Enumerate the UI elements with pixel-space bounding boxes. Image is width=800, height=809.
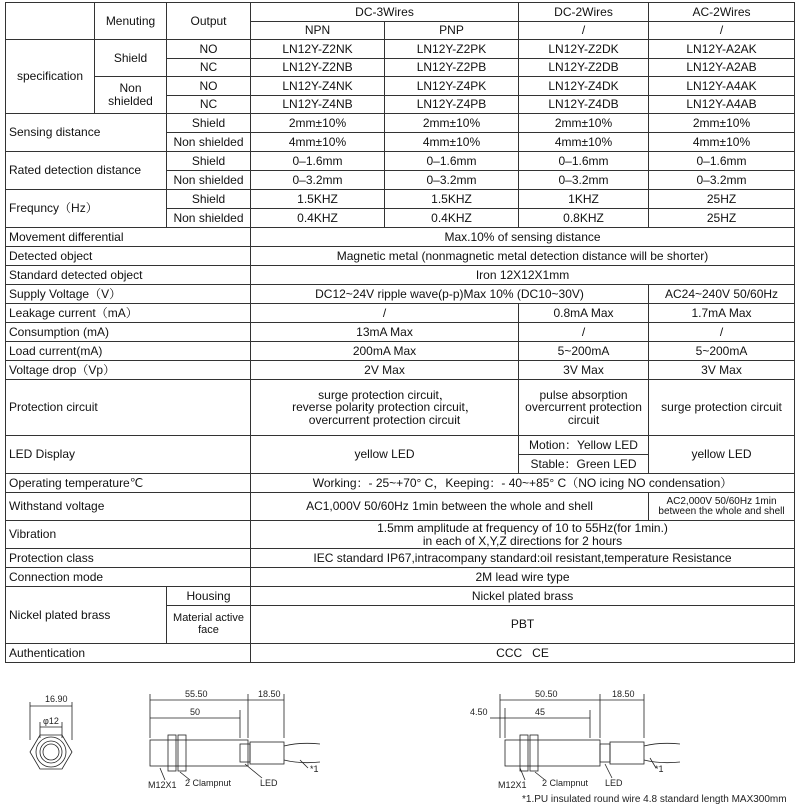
- active-face-value: PBT: [251, 606, 795, 644]
- header-output: Output: [167, 3, 251, 40]
- front-diameter-label: φ12: [43, 716, 59, 726]
- movement-differential-label: Movement differential: [6, 228, 251, 247]
- footnote: *1.PU insulated round wire 4.8 standard length MAX300mm: [522, 794, 787, 805]
- side-view-non-shielded-drawing: [490, 694, 680, 780]
- frequency-label: Frequncy（Hz）: [6, 190, 167, 228]
- value-cell: 4mm±10%: [385, 133, 519, 152]
- protection-class-label: Protection class: [6, 549, 251, 568]
- model-cell: LN12Y-Z4DB: [519, 96, 649, 114]
- d2-note-label: *1: [655, 764, 664, 774]
- value-cell: 2mm±10%: [251, 114, 385, 133]
- led-display-dc2-stable: Stable：Green LED: [519, 455, 649, 474]
- leakage-current-dc3: /: [251, 304, 519, 323]
- spec-output: NC: [167, 59, 251, 77]
- spec-table: [5, 2, 795, 663]
- leakage-current-label: Leakage current（mA）: [6, 304, 251, 323]
- value-cell: 0–1.6mm: [385, 152, 519, 171]
- operating-temp-value: Working：- 25~+70° C，Keeping：- 40~+85° C（NO icing NO condensation）: [251, 474, 795, 493]
- standard-object-label: Standard detected object: [6, 266, 251, 285]
- connection-mode-label: Connection mode: [6, 568, 251, 587]
- vibration-label: Vibration: [6, 521, 251, 549]
- value-cell: 0–1.6mm: [519, 152, 649, 171]
- value-cell: 0–3.2mm: [519, 171, 649, 190]
- header-dc3: DC-3Wires: [251, 3, 519, 22]
- d2-total-label: 50.50: [535, 689, 558, 699]
- operating-temp-label: Operating temperature℃: [6, 474, 251, 493]
- load-current-dc3: 200mA Max: [251, 342, 519, 361]
- frequency-shield: Shield: [167, 190, 251, 209]
- led-display-ac2: yellow LED: [649, 436, 795, 474]
- rated-detection-label: Rated detection distance: [6, 152, 167, 190]
- spec-label: specification: [6, 40, 95, 114]
- header-ac2: AC-2Wires: [649, 3, 795, 22]
- d1-thread-label: M12X1: [148, 780, 177, 790]
- voltage-drop-label: Voltage drop（Vp）: [6, 361, 251, 380]
- model-cell: LN12Y-Z4PB: [385, 96, 519, 114]
- value-cell: 2mm±10%: [385, 114, 519, 133]
- model-cell: LN12Y-Z4NK: [251, 77, 385, 96]
- protection-circuit-label: Protection circuit: [6, 380, 251, 436]
- value-cell: 1.5KHZ: [385, 190, 519, 209]
- led-display-label: LED Display: [6, 436, 251, 474]
- sensing-distance-label: Sensing distance: [6, 114, 167, 152]
- sensing-non-shielded: Non shielded: [167, 133, 251, 152]
- standard-object-value: Iron 12X12X1mm: [251, 266, 795, 285]
- value-cell: 2mm±10%: [519, 114, 649, 133]
- connection-mode-value: 2M lead wire type: [251, 568, 795, 587]
- header-dc2: DC-2Wires: [519, 3, 649, 22]
- consumption-dc3: 13mA Max: [251, 323, 519, 342]
- nickel-plated-brass-label: Nickel plated brass: [6, 587, 167, 644]
- movement-differential-value: Max.10% of sensing distance: [251, 228, 795, 247]
- d2-led-label: LED: [605, 778, 623, 788]
- value-cell: 0–3.2mm: [649, 171, 795, 190]
- value-cell: 0–1.6mm: [649, 152, 795, 171]
- value-cell: 0.4KHZ: [251, 209, 385, 228]
- consumption-ac2: /: [649, 323, 795, 342]
- withstand-voltage-dc: AC1,000V 50/60Hz 1min between the whole and shell: [251, 493, 649, 521]
- model-cell: LN12Y-Z2DK: [519, 40, 649, 59]
- d2-clampnut-label: 2 Clampnut: [542, 778, 589, 788]
- model-cell: LN12Y-Z2DB: [519, 59, 649, 77]
- withstand-voltage-ac: AC2,000V 50/60Hz 1min between the whole and shell: [649, 493, 795, 521]
- vibration-value: 1.5mm amplitude at frequency of 10 to 55Hz(for 1min.) in each of X,Y,Z directions for 2 hours: [251, 521, 795, 549]
- supply-voltage-label: Supply Voltage（V）: [6, 285, 251, 304]
- value-cell: 4mm±10%: [251, 133, 385, 152]
- housing-value: Nickel plated brass: [251, 587, 795, 606]
- header-blank: [6, 3, 95, 40]
- d2-thread-label: M12X1: [498, 780, 527, 790]
- rated-shield: Shield: [167, 152, 251, 171]
- voltage-drop-ac2: 3V Max: [649, 361, 795, 380]
- value-cell: 25HZ: [649, 209, 795, 228]
- detected-object-value: Magnetic metal (nonmagnetic metal detection distance will be shorter): [251, 247, 795, 266]
- model-cell: LN12Y-Z2PB: [385, 59, 519, 77]
- side-view-shielded-drawing: [150, 694, 320, 780]
- value-cell: 0.4KHZ: [385, 209, 519, 228]
- authentication-value: CCC CE: [251, 644, 795, 663]
- front-view-drawing: [30, 702, 72, 769]
- load-current-dc2: 5~200mA: [519, 342, 649, 361]
- spec-output: NO: [167, 40, 251, 59]
- value-cell: 0–1.6mm: [251, 152, 385, 171]
- consumption-dc2: /: [519, 323, 649, 342]
- withstand-voltage-label: Withstand voltage: [6, 493, 251, 521]
- value-cell: 0–3.2mm: [251, 171, 385, 190]
- model-cell: LN12Y-Z2NK: [251, 40, 385, 59]
- value-cell: 4mm±10%: [519, 133, 649, 152]
- d1-clampnut-label: 2 Clampnut: [185, 778, 232, 788]
- detected-object-label: Detected object: [6, 247, 251, 266]
- active-face-label: Material active face: [167, 606, 251, 644]
- dimension-drawings: [0, 680, 800, 809]
- spec-output: NC: [167, 96, 251, 114]
- value-cell: 1.5KHZ: [251, 190, 385, 209]
- led-display-dc3: yellow LED: [251, 436, 519, 474]
- load-current-ac2: 5~200mA: [649, 342, 795, 361]
- value-cell: 4mm±10%: [649, 133, 795, 152]
- sensing-shield: Shield: [167, 114, 251, 133]
- header-pnp: PNP: [385, 22, 519, 40]
- header-npn: NPN: [251, 22, 385, 40]
- value-cell: 0–3.2mm: [385, 171, 519, 190]
- supply-voltage-dc: DC12~24V ripple wave(p-p)Max 10% (DC10~30V): [251, 285, 649, 304]
- value-cell: 0.8KHZ: [519, 209, 649, 228]
- model-cell: LN12Y-A2AK: [649, 40, 795, 59]
- rated-non-shielded: Non shielded: [167, 171, 251, 190]
- voltage-drop-dc2: 3V Max: [519, 361, 649, 380]
- housing-label: Housing: [167, 587, 251, 606]
- model-cell: LN12Y-A4AB: [649, 96, 795, 114]
- d1-led-label: LED: [260, 778, 278, 788]
- spec-output: NO: [167, 77, 251, 96]
- spec-shield: Shield: [95, 40, 167, 77]
- d1-total-label: 55.50: [185, 689, 208, 699]
- d2-thread-length-label: 45: [535, 707, 546, 717]
- model-cell: LN12Y-Z2PK: [385, 40, 519, 59]
- load-current-label: Load current(mA): [6, 342, 251, 361]
- model-cell: LN12Y-Z4NB: [251, 96, 385, 114]
- protection-class-value: IEC standard IP67,intracompany standard:oil resistant,temperature Resistance: [251, 549, 795, 568]
- authentication-label: Authentication: [6, 644, 251, 663]
- d1-cable-label: 18.50: [258, 689, 281, 699]
- protection-circuit-dc2: pulse absorption overcurrent protection circuit: [519, 380, 649, 436]
- model-cell: LN12Y-Z2NB: [251, 59, 385, 77]
- d1-note-label: *1: [310, 764, 319, 774]
- value-cell: 1KHZ: [519, 190, 649, 209]
- header-dc2-sub: /: [519, 22, 649, 40]
- d2-offset-label: 4.50: [470, 707, 488, 717]
- supply-voltage-ac: AC24~240V 50/60Hz: [649, 285, 795, 304]
- d1-thread-length-label: 50: [190, 707, 201, 717]
- header-menuting: Menuting: [95, 3, 167, 40]
- model-cell: LN12Y-A2AB: [649, 59, 795, 77]
- d2-cable-label: 18.50: [612, 689, 635, 699]
- consumption-label: Consumption (mA): [6, 323, 251, 342]
- spec-non-shielded: Non shielded: [95, 77, 167, 114]
- value-cell: 2mm±10%: [649, 114, 795, 133]
- header-ac2-sub: /: [649, 22, 795, 40]
- leakage-current-dc2: 0.8mA Max: [519, 304, 649, 323]
- leakage-current-ac2: 1.7mA Max: [649, 304, 795, 323]
- value-cell: 25HZ: [649, 190, 795, 209]
- protection-circuit-ac2: surge protection circuit: [649, 380, 795, 436]
- protection-circuit-dc3: surge protection circuit， reverse polarity protection circuit， overcurrent protection circuit: [251, 380, 519, 436]
- model-cell: LN12Y-Z4DK: [519, 77, 649, 96]
- led-display-dc2-motion: Motion：Yellow LED: [519, 436, 649, 455]
- frequency-non-shielded: Non shielded: [167, 209, 251, 228]
- voltage-drop-dc3: 2V Max: [251, 361, 519, 380]
- model-cell: LN12Y-Z4PK: [385, 77, 519, 96]
- front-width-label: 16.90: [45, 694, 68, 704]
- model-cell: LN12Y-A4AK: [649, 77, 795, 96]
